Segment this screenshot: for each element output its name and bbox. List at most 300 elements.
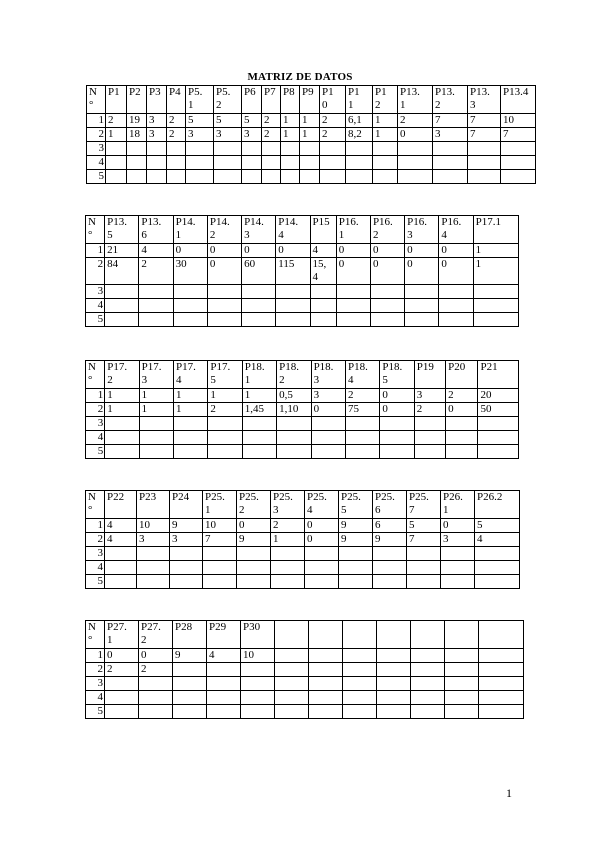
data-cell <box>479 691 524 705</box>
header-row <box>87 86 536 114</box>
data-cell: 1 <box>105 403 139 417</box>
column-header: P18. 4 <box>345 361 379 389</box>
data-matrix-table-1 <box>86 85 536 184</box>
data-cell <box>139 445 173 459</box>
data-cell <box>105 313 139 327</box>
data-cell <box>105 677 139 691</box>
data-cell <box>343 649 377 663</box>
data-cell <box>127 142 147 156</box>
row-number-cell: 4 <box>87 156 106 170</box>
column-header: P2 <box>127 86 147 114</box>
data-cell: 0 <box>173 244 207 258</box>
data-cell <box>208 445 242 459</box>
data-cell <box>309 705 343 719</box>
column-header: P14. 3 <box>242 216 276 244</box>
row-number-cell: 1 <box>86 519 105 533</box>
data-cell <box>174 431 208 445</box>
column-header <box>377 621 411 649</box>
data-cell: 1,45 <box>242 403 276 417</box>
row-number-cell: 5 <box>86 705 105 719</box>
data-cell <box>468 142 501 156</box>
table-row <box>87 156 536 170</box>
data-cell <box>147 170 167 184</box>
data-cell <box>271 547 305 561</box>
header-row <box>86 216 519 244</box>
data-cell <box>281 156 300 170</box>
data-cell <box>478 417 519 431</box>
data-cell: 115 <box>276 258 310 285</box>
data-cell <box>203 575 237 589</box>
header-row <box>86 361 519 389</box>
column-header: P5. 1 <box>186 86 214 114</box>
data-cell <box>139 313 173 327</box>
row-number-cell: 2 <box>86 533 105 547</box>
data-cell <box>370 285 404 299</box>
data-cell <box>271 561 305 575</box>
data-cell: 1 <box>242 389 276 403</box>
table-row <box>86 691 524 705</box>
data-cell <box>370 313 404 327</box>
data-cell <box>139 417 173 431</box>
data-cell <box>208 417 242 431</box>
column-header: P15 <box>310 216 336 244</box>
data-cell <box>242 285 276 299</box>
data-cell <box>373 561 407 575</box>
data-cell <box>336 285 370 299</box>
data-cell <box>345 417 379 431</box>
column-header: P14. 4 <box>276 216 310 244</box>
data-cell: 2 <box>414 403 445 417</box>
data-cell <box>276 285 310 299</box>
table-row <box>87 128 536 142</box>
row-number-cell: 4 <box>86 431 105 445</box>
data-cell: 0 <box>305 519 339 533</box>
data-cell <box>373 156 398 170</box>
data-cell <box>414 431 445 445</box>
data-cell: 60 <box>242 258 276 285</box>
data-cell <box>446 445 478 459</box>
table-row <box>86 705 524 719</box>
data-cell <box>475 575 520 589</box>
data-cell: 3 <box>414 389 445 403</box>
data-cell <box>207 313 241 327</box>
data-cell <box>414 445 445 459</box>
column-header: P27. 1 <box>105 621 139 649</box>
data-cell: 7 <box>501 128 536 142</box>
row-number-cell: 3 <box>86 285 105 299</box>
table-row <box>86 519 520 533</box>
data-cell: 75 <box>345 403 379 417</box>
data-cell <box>242 313 276 327</box>
column-header: P25. 1 <box>203 491 237 519</box>
data-cell <box>370 299 404 313</box>
data-cell <box>173 677 207 691</box>
data-cell <box>106 170 127 184</box>
data-cell <box>105 285 139 299</box>
column-header: P9 <box>300 86 320 114</box>
data-cell <box>242 142 262 156</box>
data-cell <box>501 156 536 170</box>
data-cell <box>405 313 439 327</box>
data-cell <box>407 561 441 575</box>
row-number-cell: 4 <box>86 691 105 705</box>
data-cell <box>214 142 242 156</box>
data-cell: 1 <box>174 403 208 417</box>
data-cell: 6,1 <box>346 114 373 128</box>
data-cell: 7 <box>407 533 441 547</box>
data-cell <box>275 691 309 705</box>
column-header: P17. 2 <box>105 361 139 389</box>
data-cell <box>475 561 520 575</box>
data-cell <box>309 691 343 705</box>
data-cell: 5 <box>186 114 214 128</box>
data-cell <box>139 285 173 299</box>
table-row <box>86 677 524 691</box>
column-header: P25. 5 <box>339 491 373 519</box>
table-row <box>86 389 519 403</box>
data-cell: 0,5 <box>277 389 311 403</box>
column-header: P13. 2 <box>433 86 468 114</box>
header-row <box>86 491 520 519</box>
data-cell <box>207 285 241 299</box>
data-cell: 0 <box>380 403 414 417</box>
data-cell: 4 <box>139 244 173 258</box>
data-cell <box>309 649 343 663</box>
table-row <box>86 299 519 313</box>
data-cell <box>275 663 309 677</box>
data-cell: 1 <box>473 258 518 285</box>
data-cell: 0 <box>207 258 241 285</box>
data-cell: 2 <box>262 114 281 128</box>
data-cell <box>186 156 214 170</box>
data-cell <box>300 142 320 156</box>
row-number-cell: 4 <box>86 561 105 575</box>
data-cell <box>373 142 398 156</box>
data-cell <box>275 677 309 691</box>
data-cell <box>411 677 445 691</box>
data-cell: 10 <box>501 114 536 128</box>
data-cell: 0 <box>139 649 173 663</box>
data-cell <box>414 417 445 431</box>
data-cell <box>339 561 373 575</box>
column-header: P22 <box>105 491 137 519</box>
data-cell: 2 <box>139 663 173 677</box>
data-cell: 2 <box>208 403 242 417</box>
data-cell <box>207 705 241 719</box>
data-cell <box>446 417 478 431</box>
column-header: P17. 4 <box>174 361 208 389</box>
table-row <box>86 244 519 258</box>
data-matrix-table-2 <box>85 215 519 327</box>
data-cell: 0 <box>405 258 439 285</box>
data-cell <box>170 547 203 561</box>
table-row <box>86 575 520 589</box>
column-header: P30 <box>241 621 275 649</box>
data-cell: 0 <box>439 258 473 285</box>
data-cell <box>262 156 281 170</box>
row-number-cell: 1 <box>87 114 106 128</box>
data-cell <box>276 313 310 327</box>
data-cell <box>203 561 237 575</box>
data-cell: 0 <box>311 403 345 417</box>
data-cell <box>137 561 170 575</box>
row-number-cell: 2 <box>86 403 105 417</box>
data-cell: 1 <box>373 114 398 128</box>
data-cell <box>139 299 173 313</box>
data-cell <box>445 677 479 691</box>
data-cell: 2 <box>106 114 127 128</box>
data-cell: 1 <box>281 128 300 142</box>
data-cell: 3 <box>147 114 167 128</box>
data-cell: 9 <box>373 533 407 547</box>
data-cell <box>214 156 242 170</box>
data-cell <box>207 299 241 313</box>
data-cell: 10 <box>241 649 275 663</box>
data-cell <box>105 705 139 719</box>
data-cell: 9 <box>237 533 271 547</box>
document-title: MATRIZ DE DATOS <box>247 71 353 83</box>
column-header: P28 <box>173 621 207 649</box>
data-cell <box>405 285 439 299</box>
data-cell: 50 <box>478 403 519 417</box>
column-header: P16. 1 <box>336 216 370 244</box>
data-cell <box>398 156 433 170</box>
data-cell <box>336 299 370 313</box>
column-header: P5. 2 <box>214 86 242 114</box>
data-cell: 30 <box>173 258 207 285</box>
data-cell <box>478 445 519 459</box>
data-cell <box>105 575 137 589</box>
data-cell <box>405 299 439 313</box>
column-header <box>445 621 479 649</box>
data-cell <box>170 561 203 575</box>
row-number-cell: 3 <box>86 677 105 691</box>
data-cell <box>241 677 275 691</box>
table-row <box>86 561 520 575</box>
data-cell: 5 <box>407 519 441 533</box>
data-cell <box>173 705 207 719</box>
data-cell <box>373 170 398 184</box>
data-cell <box>139 691 173 705</box>
data-cell <box>479 705 524 719</box>
data-cell <box>277 417 311 431</box>
data-cell: 1,10 <box>277 403 311 417</box>
data-cell: 2 <box>139 258 173 285</box>
data-cell <box>167 170 186 184</box>
data-cell: 15, 4 <box>310 258 336 285</box>
data-cell: 4 <box>105 519 137 533</box>
table-row <box>87 170 536 184</box>
data-cell <box>309 663 343 677</box>
data-cell <box>433 142 468 156</box>
data-cell <box>311 445 345 459</box>
data-cell <box>441 575 475 589</box>
column-header: P29 <box>207 621 241 649</box>
column-header: P13. 3 <box>468 86 501 114</box>
data-cell <box>242 445 276 459</box>
data-cell: 0 <box>370 244 404 258</box>
data-cell <box>262 170 281 184</box>
column-header: P25. 4 <box>305 491 339 519</box>
row-number-cell: 4 <box>86 299 105 313</box>
row-number-cell: 3 <box>86 417 105 431</box>
data-cell <box>305 561 339 575</box>
data-cell <box>105 431 139 445</box>
data-cell <box>320 142 346 156</box>
table-row <box>87 142 536 156</box>
data-cell <box>186 142 214 156</box>
data-cell <box>262 142 281 156</box>
data-cell <box>346 156 373 170</box>
table-row <box>86 258 519 285</box>
data-cell: 3 <box>147 128 167 142</box>
data-cell: 0 <box>207 244 241 258</box>
column-header: P18. 2 <box>277 361 311 389</box>
data-cell: 1 <box>106 128 127 142</box>
data-cell <box>305 575 339 589</box>
data-cell: 0 <box>380 389 414 403</box>
data-cell <box>377 705 411 719</box>
data-cell <box>137 547 170 561</box>
data-cell <box>242 156 262 170</box>
column-header: P13. 6 <box>139 216 173 244</box>
column-header: P1 1 <box>346 86 373 114</box>
data-cell <box>380 431 414 445</box>
column-header: P4 <box>167 86 186 114</box>
data-cell <box>139 677 173 691</box>
data-cell <box>105 547 137 561</box>
data-cell <box>173 285 207 299</box>
data-cell: 3 <box>311 389 345 403</box>
data-cell <box>105 561 137 575</box>
data-cell <box>281 170 300 184</box>
table-row <box>86 533 520 547</box>
data-cell <box>276 299 310 313</box>
data-cell <box>207 691 241 705</box>
data-cell: 20 <box>478 389 519 403</box>
data-cell <box>377 691 411 705</box>
data-cell <box>281 142 300 156</box>
row-number-cell: 1 <box>86 244 105 258</box>
data-cell <box>300 170 320 184</box>
data-cell <box>411 663 445 677</box>
data-cell <box>242 170 262 184</box>
data-cell <box>275 705 309 719</box>
data-cell: 19 <box>127 114 147 128</box>
table-row <box>86 313 519 327</box>
data-cell: 0 <box>336 258 370 285</box>
data-cell: 1 <box>208 389 242 403</box>
data-cell: 84 <box>105 258 139 285</box>
row-number-cell: 3 <box>87 142 106 156</box>
data-cell <box>473 313 518 327</box>
table-row <box>86 445 519 459</box>
data-cell: 18 <box>127 128 147 142</box>
data-cell <box>305 547 339 561</box>
column-header: P18. 1 <box>242 361 276 389</box>
data-cell: 2 <box>262 128 281 142</box>
column-header: P18. 5 <box>380 361 414 389</box>
column-header <box>411 621 445 649</box>
data-cell <box>343 705 377 719</box>
column-header: P14. 2 <box>207 216 241 244</box>
data-cell <box>106 142 127 156</box>
data-cell: 4 <box>310 244 336 258</box>
data-cell <box>207 663 241 677</box>
table-row <box>87 114 536 128</box>
data-cell: 1 <box>139 389 173 403</box>
column-header: P24 <box>170 491 203 519</box>
column-header: P7 <box>262 86 281 114</box>
data-cell <box>310 299 336 313</box>
data-cell <box>277 445 311 459</box>
data-cell <box>173 299 207 313</box>
data-cell <box>377 663 411 677</box>
data-cell <box>439 299 473 313</box>
data-cell <box>346 142 373 156</box>
data-cell: 2 <box>398 114 433 128</box>
table-row <box>86 403 519 417</box>
data-cell: 2 <box>320 128 346 142</box>
data-cell <box>445 691 479 705</box>
row-number-cell: 5 <box>87 170 106 184</box>
data-cell: 0 <box>439 244 473 258</box>
data-cell <box>237 575 271 589</box>
data-cell: 1 <box>281 114 300 128</box>
data-cell <box>433 170 468 184</box>
data-cell: 0 <box>336 244 370 258</box>
column-header: P3 <box>147 86 167 114</box>
data-cell: 0 <box>446 403 478 417</box>
data-cell <box>105 691 139 705</box>
column-header: P25. 3 <box>271 491 305 519</box>
data-cell <box>173 313 207 327</box>
data-cell <box>336 313 370 327</box>
data-cell: 1 <box>105 389 139 403</box>
row-number-cell: 5 <box>86 445 105 459</box>
column-header: P17. 3 <box>139 361 173 389</box>
data-cell <box>173 663 207 677</box>
data-cell: 0 <box>105 649 139 663</box>
data-cell <box>207 677 241 691</box>
row-number-cell: 1 <box>86 389 105 403</box>
data-cell: 7 <box>468 114 501 128</box>
row-number-header: N ° <box>86 491 105 519</box>
data-cell <box>380 445 414 459</box>
data-cell <box>300 156 320 170</box>
data-cell: 10 <box>203 519 237 533</box>
data-cell <box>339 547 373 561</box>
data-cell <box>186 170 214 184</box>
data-cell <box>214 170 242 184</box>
data-cell: 1 <box>473 244 518 258</box>
column-header <box>309 621 343 649</box>
row-number-cell: 2 <box>86 258 105 285</box>
data-cell: 1 <box>271 533 305 547</box>
data-cell <box>320 170 346 184</box>
data-cell <box>398 170 433 184</box>
data-cell <box>237 561 271 575</box>
data-cell: 2 <box>105 663 139 677</box>
data-cell <box>441 547 475 561</box>
data-cell <box>339 575 373 589</box>
data-cell <box>106 156 127 170</box>
table-row <box>86 417 519 431</box>
data-cell <box>242 417 276 431</box>
data-cell <box>241 691 275 705</box>
data-cell <box>311 417 345 431</box>
data-cell <box>242 299 276 313</box>
